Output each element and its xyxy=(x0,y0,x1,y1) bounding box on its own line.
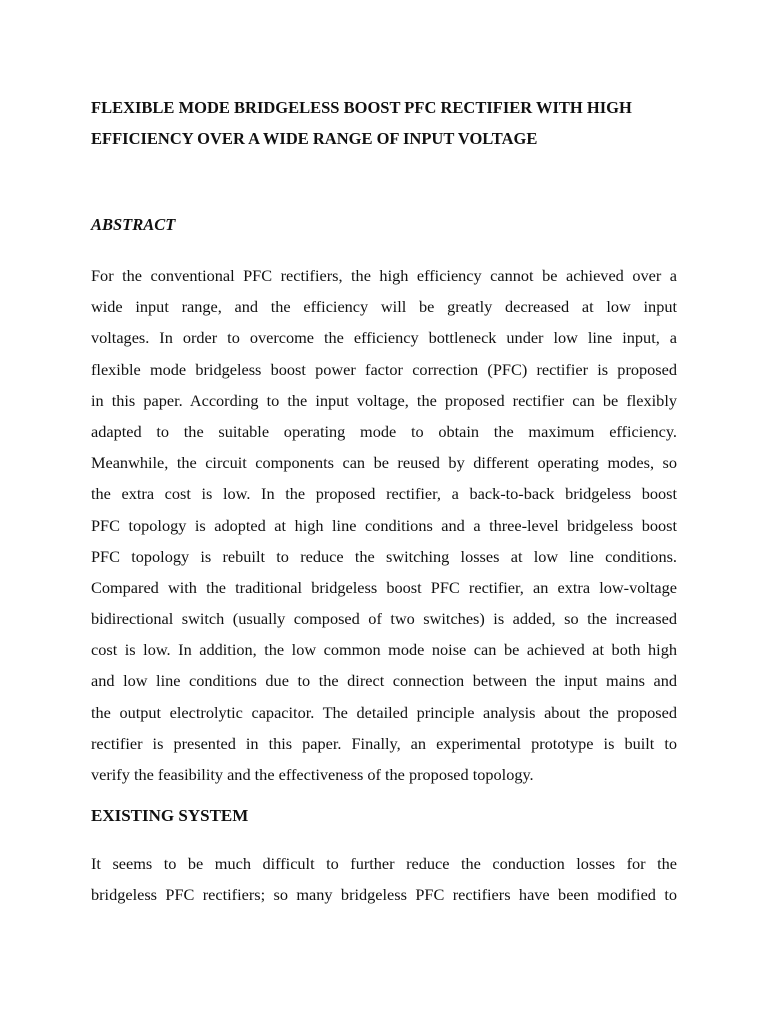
text-line: verify the feasibility and the effectiveness of the proposed topology. xyxy=(91,765,534,784)
text-line: rectifier is presented in this paper. Finally, an experimental prototype is built to xyxy=(91,733,677,753)
text-line: Compared with the traditional bridgeless boost PFC rectifier, an extra low-voltage xyxy=(91,577,677,597)
text-line: the extra cost is low. In the proposed rectifier, a back-to-back bridgeless boost xyxy=(91,484,677,504)
text-line: flexible mode bridgeless boost power factor correction (PFC) rectifier is proposed xyxy=(91,359,677,379)
title-line: EFFICIENCY OVER A WIDE RANGE OF INPUT VOLTAGE xyxy=(91,129,538,148)
text-line: cost is low. In addition, the low common mode noise can be achieved at both high xyxy=(91,640,677,660)
text-line: adapted to the suitable operating mode to obtain the maximum efficiency. xyxy=(91,421,677,441)
text-line: PFC topology is adopted at high line conditions and a three-level bridgeless boost xyxy=(91,515,677,535)
text-line: PFC topology is rebuilt to reduce the switching losses at low line conditions. xyxy=(91,546,677,566)
text-line: bidirectional switch (usually composed of two switches) is added, so the increased xyxy=(91,609,677,629)
paper-title xyxy=(91,92,691,154)
abstract-paragraph xyxy=(91,260,677,790)
text-line: wide input range, and the efficiency will be greatly decreased at low input xyxy=(91,297,677,317)
title-line: FLEXIBLE MODE BRIDGELESS BOOST PFC RECTIFIER WITH HIGH xyxy=(91,98,632,117)
text-line: bridgeless PFC rectifiers; so many bridgeless PFC rectifiers have been modified to xyxy=(91,885,677,905)
text-line: voltages. In order to overcome the efficiency bottleneck under low line input, a xyxy=(91,328,677,348)
text-line: the output electrolytic capacitor. The detailed principle analysis about the proposed xyxy=(91,702,677,722)
existing-system-heading: EXISTING SYSTEM xyxy=(91,806,249,825)
text-line: in this paper. According to the input voltage, the proposed rectifier can be flexibly xyxy=(91,390,677,410)
existing-system-paragraph xyxy=(91,848,677,910)
text-line: and low line conditions due to the direct connection between the input mains and xyxy=(91,671,677,691)
text-line: For the conventional PFC rectifiers, the high efficiency cannot be achieved over a xyxy=(91,266,677,285)
text-line: Meanwhile, the circuit components can be reused by different operating modes, so xyxy=(91,453,677,473)
abstract-heading: ABSTRACT xyxy=(91,215,176,234)
text-line: It seems to be much difficult to further reduce the conduction losses for the xyxy=(91,854,677,873)
